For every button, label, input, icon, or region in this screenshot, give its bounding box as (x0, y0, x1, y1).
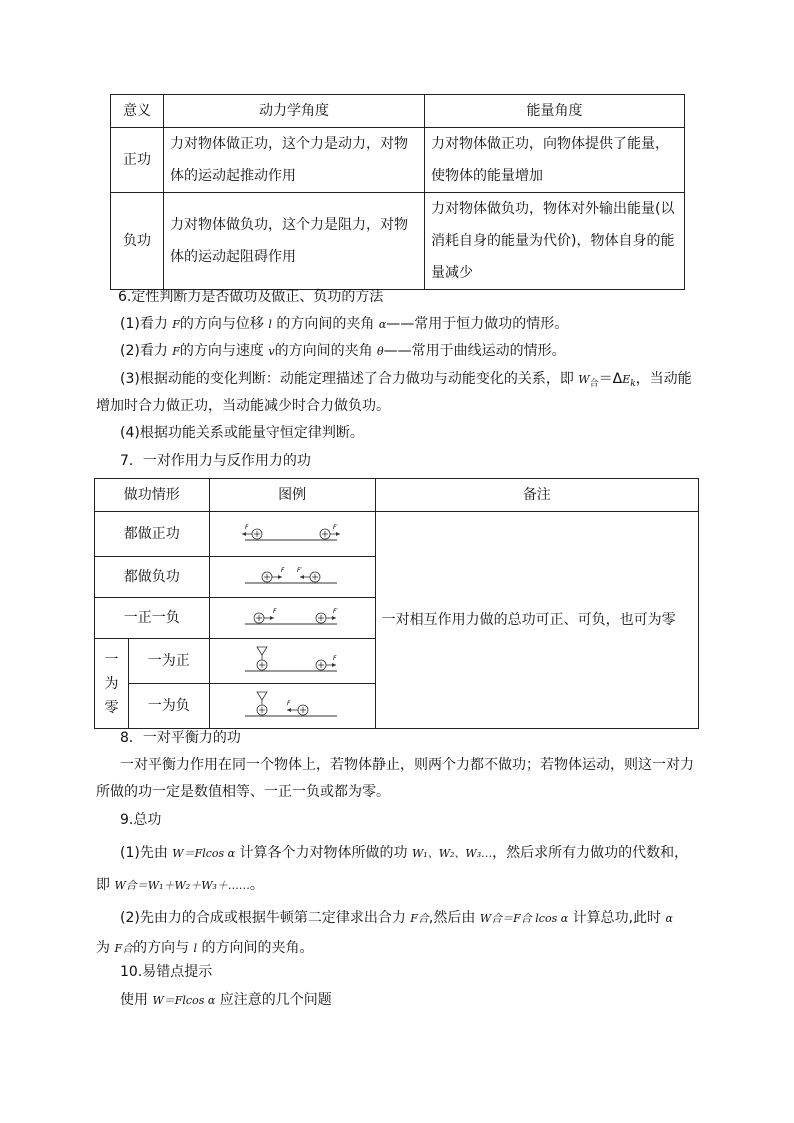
diagram-both-negative (237, 564, 347, 590)
header-cell: 动力学角度 (164, 95, 425, 128)
section-6-item-3: (3)根据动能的变化判断：动能定理描述了合力做功与动能变化的关系，即 $W_合=\Delta E_k$，当动能 (120, 371, 692, 389)
section-10-title: 10.易错点提示 (120, 964, 213, 980)
table-row (111, 128, 685, 193)
energy-cell (425, 128, 685, 193)
section-8-line-1: 一对平衡力作用在同一个物体上，若物体静止，则两个力都不做功；若物体运动，则这一对力 (120, 757, 694, 773)
section-8-line-2: 所做的功一定是数值相等、一正一负或都为零。 (96, 784, 390, 800)
energy-cell (425, 193, 685, 290)
section-6-title: 6.定性判断力是否做功及做正、负功的方法 (118, 289, 384, 305)
action-reaction-table (94, 478, 699, 729)
table-row (111, 193, 685, 290)
force-label: F (287, 700, 291, 707)
diagram-cell (209, 557, 375, 598)
cell-line: 量减少 (431, 265, 473, 281)
force-label: F′ (333, 608, 338, 615)
diagram-cell (209, 598, 375, 639)
section-10-line: 使用 W＝Flcos α 应注意的几个问题 (120, 992, 332, 1008)
cell-line: 力对物体做负功，物体对外输出能量(以 (431, 201, 675, 217)
table-row (95, 512, 699, 557)
row-label: 一为正 (129, 639, 210, 684)
header-cell: 做功情形 (95, 479, 210, 512)
header-cell: 备注 (375, 479, 698, 512)
row-label: 正功 (111, 128, 164, 193)
merged-label-char: 零 (104, 699, 119, 716)
work-meaning-table (110, 94, 685, 290)
cell-line: 力对物体做负功，这个力是阻力，对物 (170, 217, 408, 233)
cell-line: 体的运动起阻碍作用 (170, 249, 296, 265)
diagram-cell (209, 639, 375, 684)
force-label: F (245, 524, 249, 531)
section-6-item-4: (4)根据功能关系或能量守恒定律判断。 (120, 425, 364, 441)
section-9-p1-cont: 即 W合＝W₁＋W₂＋W₃＋……。 (96, 877, 264, 893)
cell-line: 体的运动起推动作用 (170, 168, 296, 184)
cell-line: 力对物体做正功，向物体提供了能量， (431, 136, 669, 152)
section-9-title: 9.总功 (120, 812, 162, 828)
force-label: F (281, 567, 285, 574)
cell-line: 消耗自身的能量为代价)，物体自身的能 (431, 233, 675, 249)
force-label: F (273, 608, 277, 615)
force-label: F′ (297, 567, 302, 574)
section-7-title: 7．一对作用力与反作用力的功 (120, 453, 311, 469)
table-header-row (95, 479, 699, 512)
diagram-one-zero-positive (237, 645, 347, 677)
header-cell: 能量角度 (425, 95, 685, 128)
diagram-one-pos-one-neg (237, 605, 347, 631)
diagram-cell (209, 512, 375, 557)
section-6-item-2: (2)看力 F的方向与速度 v的方向间的夹角 θ——常用于曲线运动的情形。 (120, 343, 566, 359)
note-cell: 一对相互作用力做的总功可正、可负，也可为零 (375, 512, 698, 729)
cell-line: 力对物体做正功，这个力是动力，对物 (170, 136, 408, 152)
force-label: F (333, 655, 337, 662)
dynamics-cell (164, 193, 425, 290)
section-9-p1: (1)先由 W＝Flcos α 计算各个力对物体所做的功 W₁、W₂、W₃…，然后求所有力做功的代数和， (120, 845, 689, 861)
row-label: 一正一负 (95, 598, 210, 639)
row-label: 一为负 (129, 684, 210, 729)
section-6-item-3-cont: 增加时合力做正功，当动能减少时合力做负功。 (96, 398, 390, 414)
diagram-one-zero-negative (237, 690, 347, 722)
table-header-row (111, 95, 685, 128)
diagram-both-positive (237, 521, 347, 547)
cell-line: 使物体的能量增加 (431, 168, 543, 184)
row-label: 都做负功 (95, 557, 210, 598)
row-label: 负功 (111, 193, 164, 290)
header-cell: 图例 (209, 479, 375, 512)
dynamics-cell (164, 128, 425, 193)
section-6-item-1: (1)看力 F的方向与位移 l 的方向间的夹角 α——常用于恒力做功的情形。 (120, 316, 569, 332)
header-cell: 意义 (111, 95, 164, 128)
row-label: 都做正功 (95, 512, 210, 557)
force-label: F′ (333, 524, 338, 531)
merged-label-char: 为 (104, 675, 119, 692)
merged-label-char: 一 (104, 651, 119, 668)
diagram-cell (209, 684, 375, 729)
section-8-title: 8．一对平衡力的功 (120, 730, 241, 746)
section-9-p2-cont: 为 F合的方向与 l 的方向间的夹角。 (96, 940, 314, 956)
section-9-p2: (2)先由力的合成或根据牛顿第二定律求出合力 F合,然后由 W合＝F合 lcos α 计算总功,此时 α (120, 910, 673, 926)
merged-label-cell (95, 639, 129, 729)
